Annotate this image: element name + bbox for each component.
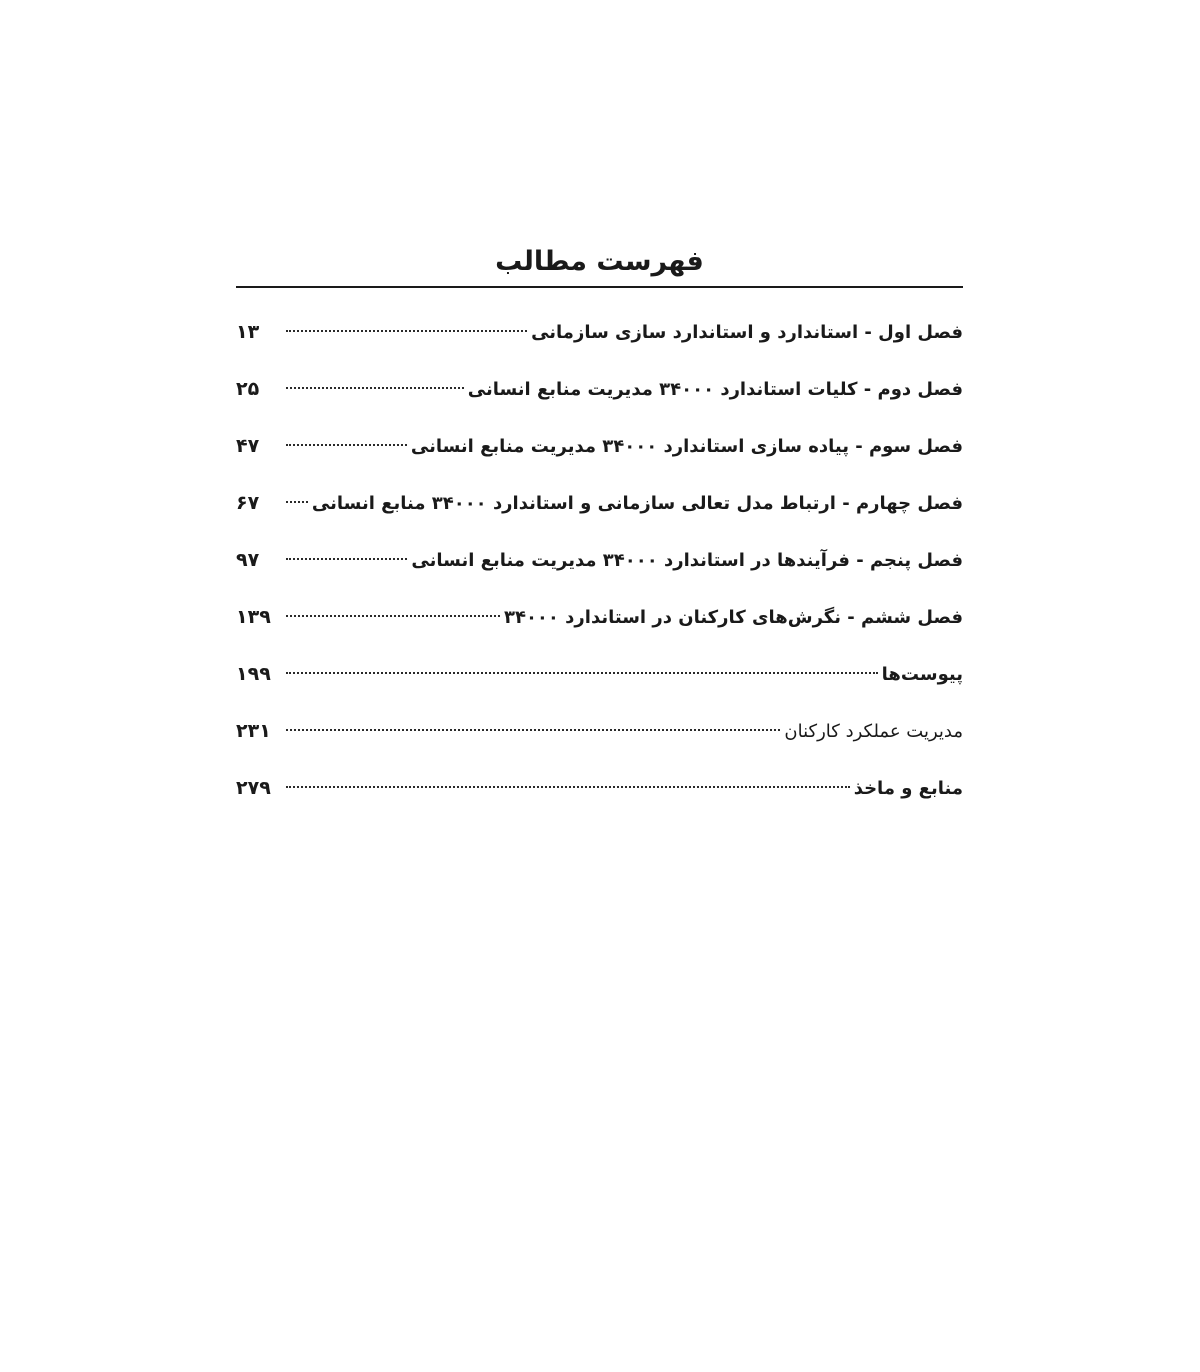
toc-entry[interactable] xyxy=(236,544,963,601)
toc-dot-leader xyxy=(286,729,780,731)
toc-entry[interactable] xyxy=(236,430,963,487)
toc-entry[interactable] xyxy=(236,601,963,658)
toc-entry[interactable] xyxy=(236,316,963,373)
toc-entry-page-number: ۱۳ xyxy=(236,321,260,343)
toc-entry-page-number: ۲۵ xyxy=(236,378,260,400)
toc-dot-leader xyxy=(286,672,878,674)
table-of-contents xyxy=(236,236,963,829)
toc-entry-title: فصل اول - استاندارد و استاندارد سازی سازمانی xyxy=(531,322,963,343)
toc-entry-title: فصل سوم - پیاده سازی استاندارد ۳۴۰۰۰ مدیریت منابع انسانی xyxy=(410,436,963,457)
toc-entry-title: منابع و ماخذ xyxy=(853,778,963,799)
toc-entry-page-number: ۱۹۹ xyxy=(236,663,271,685)
toc-entry-list xyxy=(236,316,963,829)
toc-dot-leader xyxy=(286,786,850,788)
toc-entry[interactable] xyxy=(236,487,963,544)
toc-dot-leader xyxy=(286,330,527,332)
toc-dot-leader xyxy=(286,615,500,617)
toc-title-rule xyxy=(236,286,963,288)
toc-entry-title: فصل دوم - کلیات استاندارد ۳۴۰۰۰ مدیریت منابع انسانی xyxy=(467,379,963,400)
toc-entry-page-number: ۴۷ xyxy=(236,435,260,457)
toc-title: فهرست مطالب xyxy=(495,246,704,277)
toc-entry-page-number: ۲۳۱ xyxy=(236,720,271,742)
toc-entry-title: پیوست‌ها xyxy=(881,664,963,685)
toc-entry-title: فصل پنجم - فرآیندها در استاندارد ۳۴۰۰۰ مدیریت منابع انسانی xyxy=(411,550,963,571)
toc-entry-title: فصل چهارم - ارتباط مدل تعالی سازمانی و استاندارد ۳۴۰۰۰ منابع انسانی xyxy=(311,493,963,514)
toc-entry-title: فصل ششم - نگرش‌های کارکنان در استاندارد ۳۴۰۰۰ xyxy=(503,607,963,628)
toc-dot-leader xyxy=(286,444,407,446)
toc-entry-page-number: ۹۷ xyxy=(236,549,260,571)
toc-dot-leader xyxy=(286,387,464,389)
toc-dot-leader xyxy=(286,558,407,560)
toc-entry-title: مدیریت عملکرد کارکنان xyxy=(784,721,963,742)
toc-entry[interactable] xyxy=(236,373,963,430)
toc-entry-page-number: ۱۳۹ xyxy=(236,606,271,628)
toc-entry[interactable] xyxy=(236,658,963,715)
toc-entry[interactable] xyxy=(236,772,963,829)
toc-entry-page-number: ۲۷۹ xyxy=(236,777,271,799)
toc-entry-page-number: ۶۷ xyxy=(236,492,260,514)
toc-dot-leader xyxy=(286,501,308,503)
toc-entry[interactable] xyxy=(236,715,963,772)
